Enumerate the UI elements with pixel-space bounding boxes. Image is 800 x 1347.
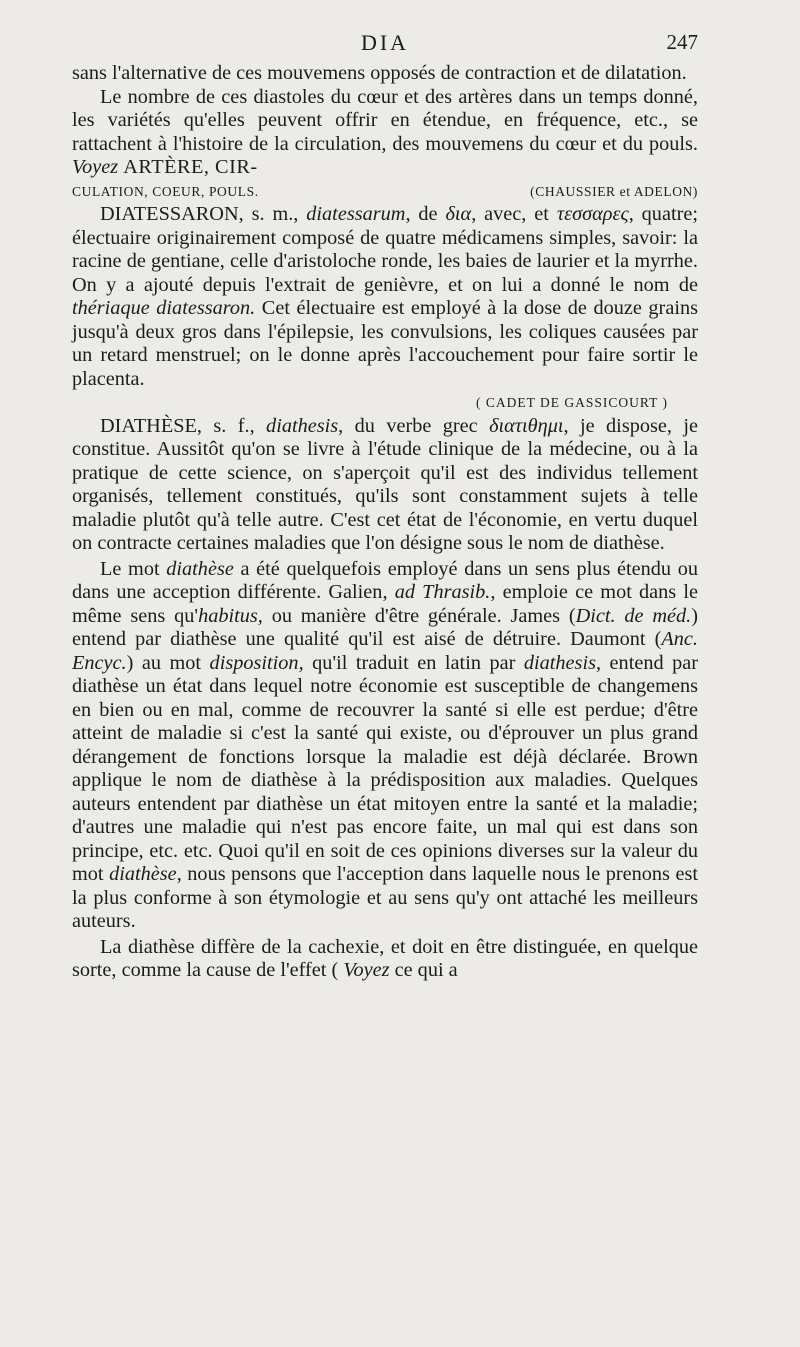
paragraph-diastole [72,86,698,180]
page-number: 247 [666,30,698,54]
cross-reference-line [72,180,698,204]
entry-term: DIATESSARON, [100,203,244,225]
latin-term: diatessarum [306,203,406,225]
paragraph-text: Le nombre de ces diastoles du cœur et des artères dans un temps donné, les variétés qu'elles peuvent offrir en étendue, en fréquence, etc., se rattachent à l'histoire de la circulation, des mouvemens du cœur et du pouls. [72,85,698,155]
author-signature: (CHAUSSIER et ADELON) [530,183,698,199]
greek-word: διατιθημι [489,414,564,437]
entry-term: DIATHÈSE, [100,414,202,437]
cross-references-continued: CULATION, COEUR, POULS. [72,183,259,199]
product-name: thériaque diatessaron. [72,297,256,319]
voyez-ref: Voyez [72,156,119,178]
body-text [72,62,698,983]
cross-references: ARTÈRE, CIR- [123,156,258,178]
entry-diathese: DIATHÈSE, s. f., diathesis, du verbe grec διατιθημι, je dispose, je constitue. Aussitôt qu'on se livre à l'étude clinique de la médecine, ou à la pratique de cette science, on s'aperçoit qu'il est des individus tellement organisés, tellement constitués, qu'ils sont constamment sujets à telle maladie plutôt qu'à telle autre. C'est cet état de l'économie, en vertu duquel on contracte certaines maladies que l'on désigne sous le nom de diathèse. [72,414,698,554]
greek-word: δια [445,203,472,225]
paragraph-mot: Le mot diathèse a été quelquefois employé dans un sens plus étendu ou dans une acception différente. Galien, ad Thrasib., emploie ce mot dans le même sens qu'habitus, ou manière d'être générale. James (Dict. de méd.) entend par diathèse une qualité qu'il est aisé de détruire. Daumont (Anc. Encyc.) au mot disposition, qu'il traduit en latin par diathesis, entend par diathèse un état dans lequel notre économie est susceptible de changemens en bien ou en mal, comme de recouvrer la santé si elle est perdue; d'être atteint de maladie si c'est la santé qui existe, ou d'éprouver un plus grand dérangement de fonctions lorsque la maladie est déjà déclarée. Brown applique le nom de diathèse à la prédisposition aux maladies. Quelques auteurs entendent par diathèse un état mitoyen entre la santé et la maladie; d'autres une maladie qui n'est pas encore faite, un mal qui est dans son principe, etc. etc. Quoi qu'il en soit de ces opinions diverses sur la valeur du mot diathèse, nous pensons que l'acception dans laquelle nous le prenons est la plus conforme à son étymologie et au sens qu'y ont attaché les meilleurs auteurs. [72,557,699,932]
entry-diatessaron: DIATESSARON, s. m., diatessarum, de δια, avec, et τεσσαρες, quatre; électuaire originairement composé de quatre médicamens simples, savoir: la racine de gentiane, celle d'aristoloche ronde, les baies de laurier et la myrrhe. On y a ajouté depuis l'extrait de genièvre, et on lui a donné le nom de thériaque diatessaron. Cet électuaire est employé à la dose de douze grains jusqu'à deux gros dans l'épilepsie, les convulsions, les coliques causées par un retard menstruel; on le donne après l'accouchement pour faire sortir le placenta. [72,203,698,390]
author-signature: ( CADET DE GASSICOURT ) [476,395,668,410]
page-header [72,30,698,64]
paragraph-cachexie: La diathèse diffère de la cachexie, et doit en être distinguée, en quelque sorte, comme la cause de l'effet ( Voyez ce qui a [72,935,698,981]
running-head: DIA [360,30,410,55]
paragraph-continuation: sans l'alternative de ces mouvemens opposés de contraction et de dilatation. [72,62,687,84]
greek-word: τεσσαρες [556,203,629,225]
latin-term: diathesis [266,414,339,437]
